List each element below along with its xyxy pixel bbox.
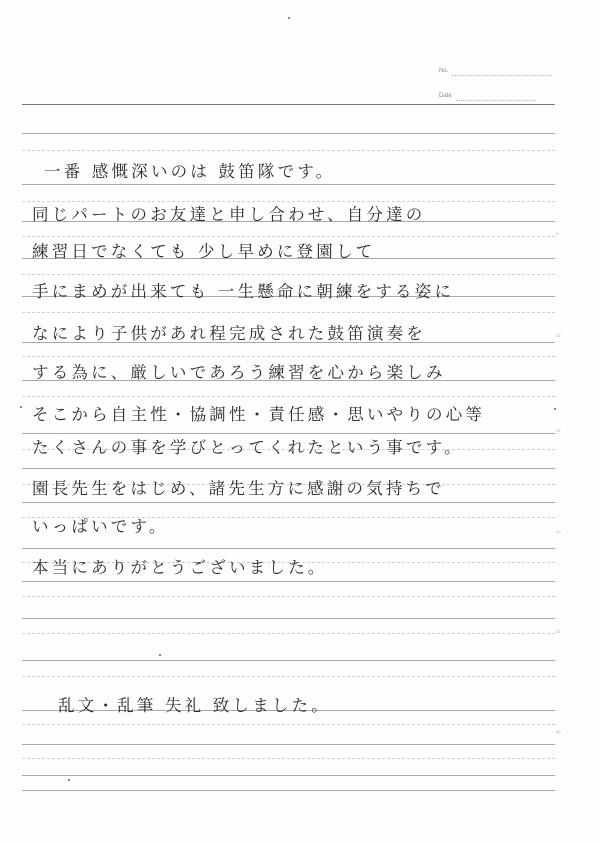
- letter-closing: 乱文・乱筆 失礼 致しました。: [58, 696, 331, 715]
- margin-number: 10: [556, 333, 561, 338]
- ruled-line: [22, 581, 555, 582]
- ruled-line: [22, 133, 555, 134]
- letter-line-8: たくさんの事を学びとってくれたという事です。: [32, 438, 464, 457]
- letter-line-4: 手にまめが出来ても 一生懸命に朝練をする姿に: [32, 282, 455, 301]
- no-field-line: [452, 75, 552, 76]
- top-rule: [22, 104, 555, 105]
- date-field-line: [456, 100, 536, 101]
- letter-line-3: 練習日でなくても 少し早めに登園して: [32, 242, 376, 261]
- guide-line: [22, 724, 555, 725]
- guide-line: [22, 596, 555, 597]
- guide-line: [22, 312, 555, 313]
- scan-speck: [68, 779, 70, 781]
- scan-speck: [288, 17, 290, 19]
- guide-line: [22, 150, 555, 151]
- margin-number: 15: [556, 428, 561, 433]
- scan-speck: [159, 654, 161, 656]
- no-label: No.: [439, 68, 449, 74]
- letter-line-10: いっぱいです。: [32, 517, 169, 536]
- ruled-line: [22, 184, 555, 185]
- letter-line-7: そこから自主性・協調性・責任感・思いやりの心等: [32, 405, 486, 424]
- ruled-line: [22, 775, 555, 776]
- margin-number: 25: [556, 629, 561, 634]
- ruled-line: [22, 660, 555, 661]
- bottom-rule: [22, 790, 555, 791]
- margin-number: 30: [556, 729, 561, 734]
- letter-line-9: 園長先生をはじめ、諸先生方に感謝の気持ちで: [32, 479, 445, 498]
- guide-line: [22, 356, 555, 357]
- letter-line-1: 一番 感慨深いのは 鼓笛隊です。: [44, 162, 336, 181]
- guide-line: [22, 676, 555, 677]
- guide-line: [22, 274, 555, 275]
- margin-number: 5: [556, 231, 559, 236]
- guide-line: [22, 633, 555, 634]
- guide-line: [22, 396, 555, 397]
- scan-speck: [20, 406, 22, 408]
- letter-line-2: 同じパートのお友達と申し合わせ、自分達の: [32, 205, 426, 224]
- ruled-line: [22, 502, 555, 503]
- guide-line: [22, 758, 555, 759]
- ruled-line: [22, 548, 555, 549]
- scan-speck: [554, 408, 556, 410]
- ruled-line: [22, 468, 555, 469]
- letter-line-6: する為に、厳しいであろう練習を心から楽しみ: [32, 363, 446, 382]
- ruled-line: [22, 618, 555, 619]
- letter-line-5: なにより子供があれ程完成された鼓笛演奏を: [32, 324, 426, 343]
- ruled-line: [22, 744, 555, 745]
- guide-line: [22, 236, 555, 237]
- letter-line-11: 本当にありがとうございました。: [32, 558, 328, 577]
- date-label: Date: [439, 93, 452, 99]
- margin-number: 20: [556, 529, 561, 534]
